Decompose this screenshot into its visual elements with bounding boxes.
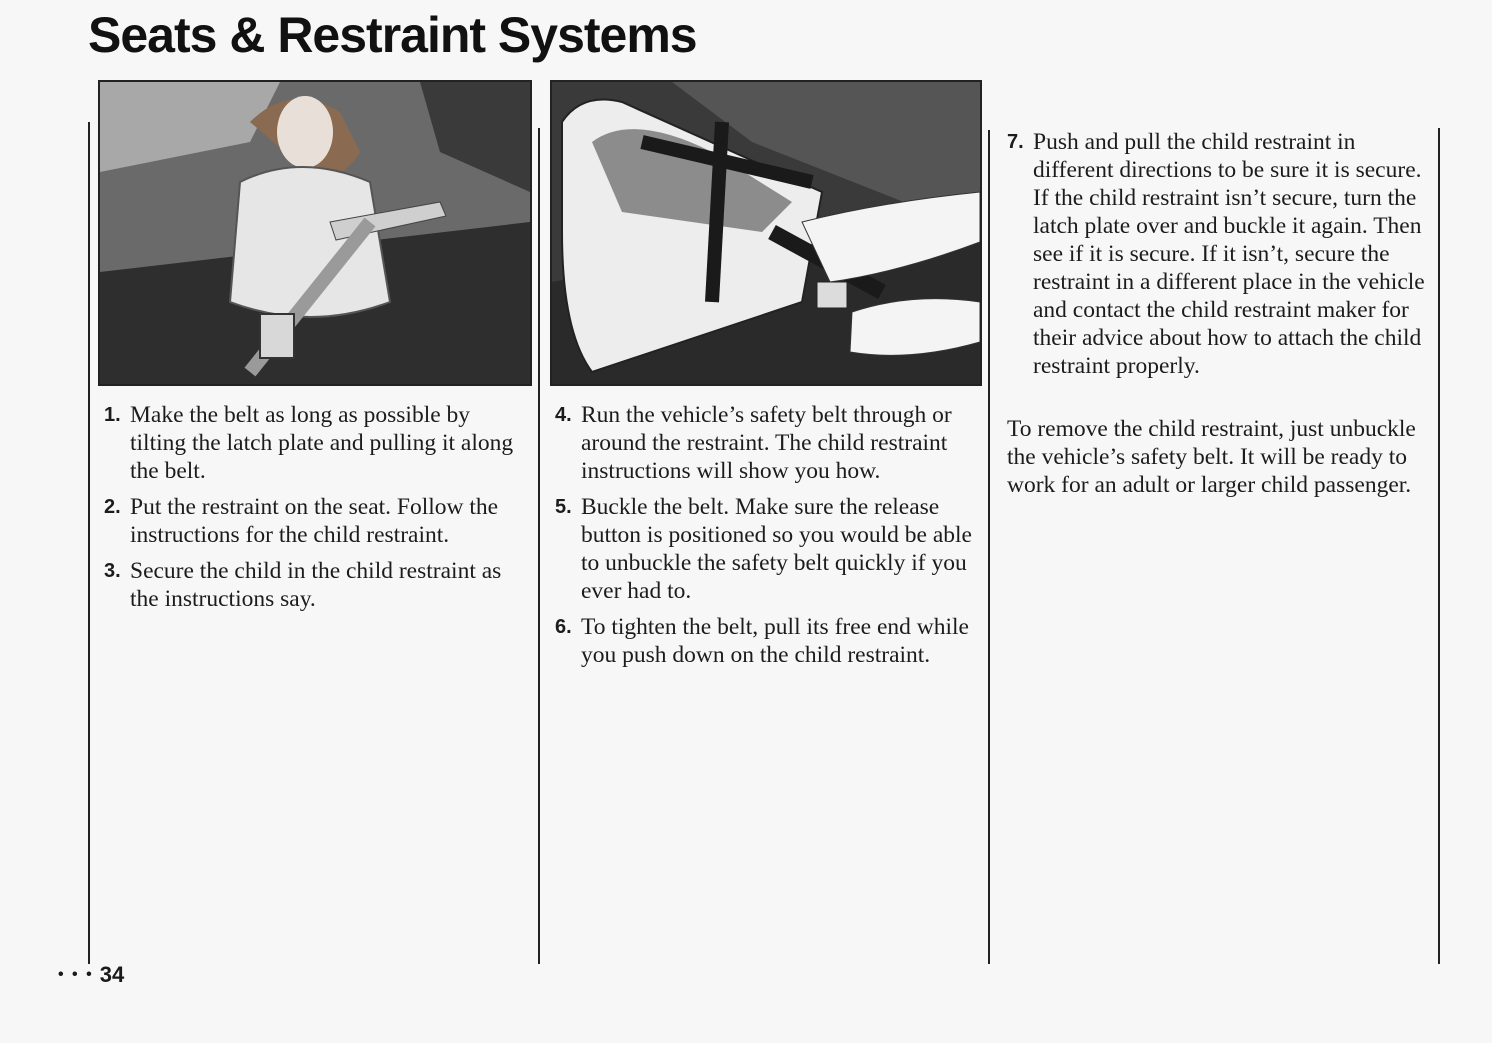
- step-text: Secure the child in the child restraint as the instructions say.: [130, 558, 502, 612]
- step-text: To tighten the belt, pull its free end while you push down on the child restraint.: [581, 614, 969, 668]
- belt-through-child-seat-illustration: [550, 80, 982, 386]
- step-1: [104, 401, 524, 485]
- step-number: 6.: [555, 616, 572, 638]
- step-number: 3.: [104, 560, 121, 582]
- column-divider-2: [988, 130, 990, 964]
- step-5: [555, 493, 975, 605]
- step-text: Push and pull the child restraint in different directions to be sure it is secure. If the child restraint isn’t secure, turn the latch plate over and buckle it again. Then see if it is secure. If it isn’t, secure the restraint in a different place in the vehicle and contact the child restraint maker for their advice about how to attach the child restraint properly.: [1033, 129, 1425, 379]
- step-4: [555, 401, 975, 485]
- step-number: 4.: [555, 404, 572, 426]
- step-text: Put the restraint on the seat. Follow the instructions for the child restraint.: [130, 494, 499, 548]
- step-number: 2.: [104, 496, 121, 518]
- step-2: [104, 493, 524, 549]
- step-3: [104, 557, 524, 613]
- step-number: 1.: [104, 404, 121, 426]
- column-3-steps: [1007, 128, 1427, 388]
- page-number-value: 34: [99, 962, 125, 987]
- step-number: 7.: [1007, 131, 1024, 153]
- step-number: 5.: [555, 496, 572, 518]
- column-1-steps: [104, 401, 524, 621]
- column-divider-1: [538, 128, 540, 964]
- column-divider-right: [1438, 128, 1440, 964]
- page-title: Seats & Restraint Systems: [88, 7, 697, 63]
- column-divider-left: [88, 122, 90, 964]
- step-7: [1007, 128, 1427, 380]
- step-6: [555, 613, 975, 669]
- removal-paragraph: To remove the child restraint, just unbuckle the vehicle’s safety belt. It will be ready to work for an adult or larger child passenger.: [1007, 416, 1416, 498]
- step-text: Run the vehicle’s safety belt through or around the restraint. The child restraint instructions will show you how.: [581, 402, 952, 484]
- column-2-steps: [555, 401, 975, 677]
- woman-pulling-belt-illustration: [98, 80, 532, 386]
- page-number: [58, 962, 124, 988]
- step-text: Buckle the belt. Make sure the release button is positioned so you would be able to unbuckle the safety belt quickly if you ever had to.: [581, 494, 972, 604]
- step-text: Make the belt as long as possible by tilting the latch plate and pulling it along the belt.: [130, 402, 514, 484]
- page-dots: • • •: [58, 966, 94, 983]
